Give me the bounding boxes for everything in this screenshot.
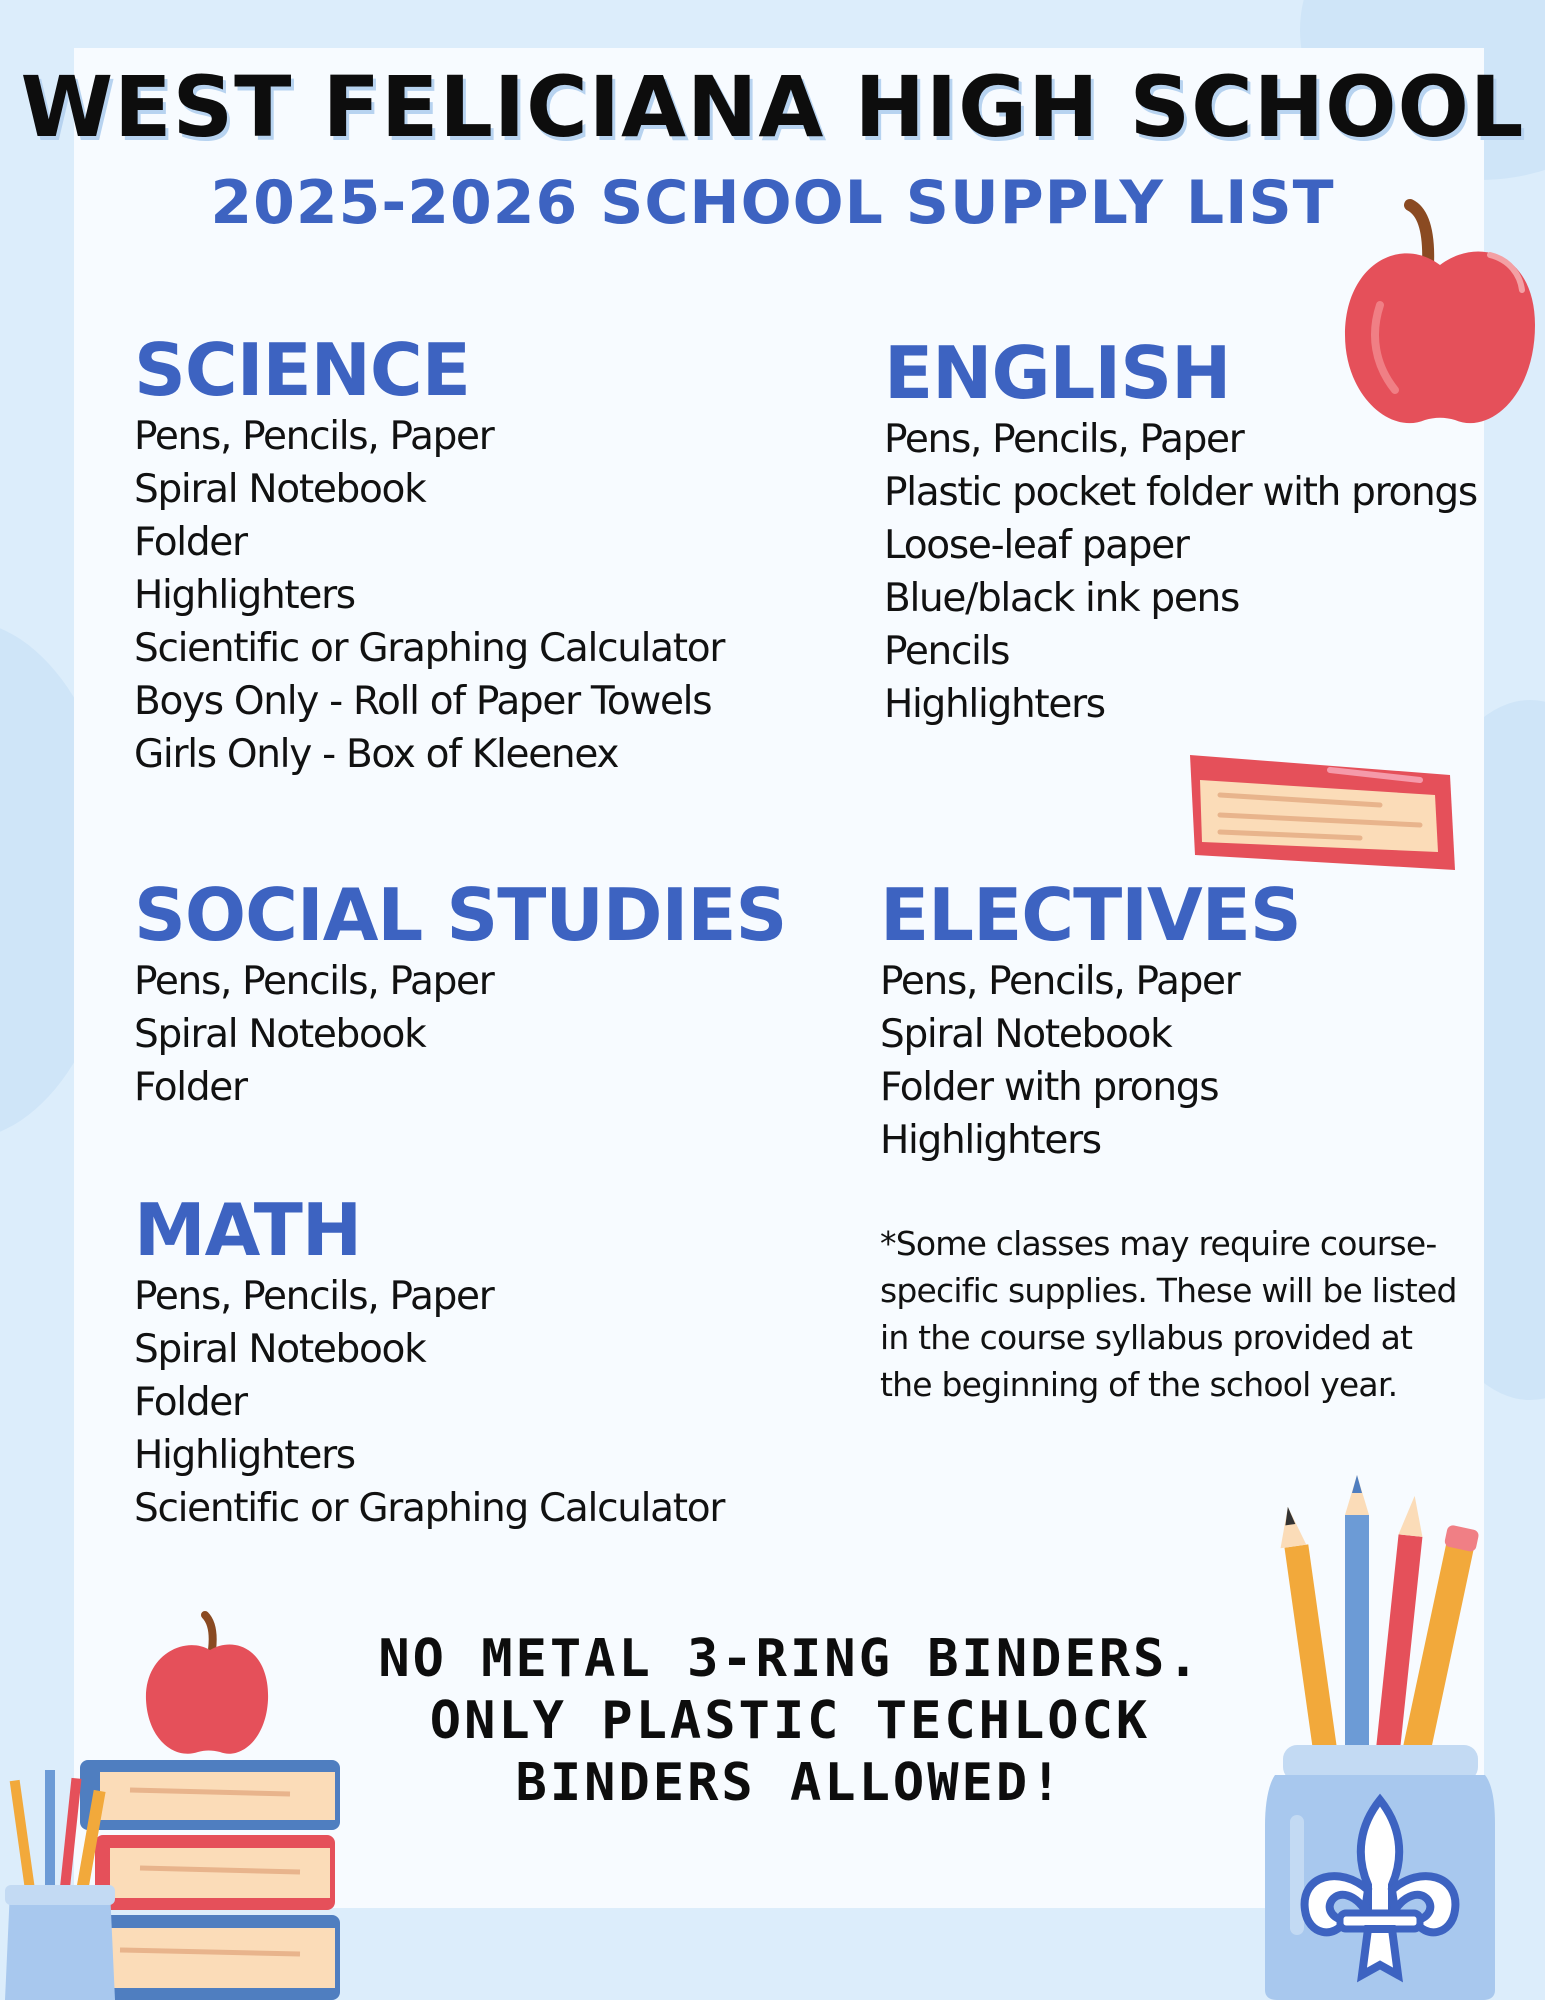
page-title: WEST FELICIANA HIGH SCHOOL: [20, 58, 1525, 156]
warning-line: ONLY PLASTIC TECHLOCK: [429, 1691, 1151, 1751]
supply-list: [134, 410, 724, 781]
list-item: Loose-leaf paper: [884, 523, 1189, 568]
book-icon: [1180, 750, 1460, 880]
pencil-cup-icon: [1265, 1475, 1495, 2000]
section-math: [134, 1190, 724, 1535]
binder-warning: [330, 1628, 1250, 1814]
warning-line: BINDERS ALLOWED!: [515, 1753, 1065, 1813]
list-item: Highlighters: [884, 682, 1105, 727]
list-item: Pens, Pencils, Paper: [134, 414, 494, 459]
section-heading: SCIENCE: [134, 328, 470, 412]
list-item: Boys Only - Roll of Paper Towels: [134, 679, 712, 724]
section-heading: MATH: [134, 1188, 362, 1272]
list-item: Folder: [134, 1380, 247, 1425]
section-heading: ENGLISH: [884, 331, 1231, 415]
section-heading: SOCIAL STUDIES: [134, 873, 787, 957]
list-item: Blue/black ink pens: [884, 576, 1239, 621]
list-item: Pens, Pencils, Paper: [884, 417, 1244, 462]
supply-list: [134, 1270, 724, 1535]
supply-list: [880, 955, 1301, 1167]
course-supplies-note: *Some classes may require course-specific supplies. These will be listed in the course syllabus provided at the beginning of the school year.: [880, 1224, 1457, 1404]
section-science: [134, 330, 724, 781]
list-item: Highlighters: [880, 1118, 1101, 1163]
list-item: Folder: [134, 1065, 247, 1110]
list-item: Folder: [134, 520, 247, 565]
list-item: Scientific or Graphing Calculator: [134, 1486, 725, 1531]
list-item: Spiral Notebook: [134, 467, 426, 512]
supply-list: [134, 955, 786, 1114]
list-item: Spiral Notebook: [880, 1012, 1172, 1057]
list-item: Spiral Notebook: [134, 1327, 426, 1372]
section-heading: ELECTIVES: [880, 873, 1301, 957]
pencil-cup-icon: [5, 1770, 115, 2000]
section-social-studies: [134, 875, 786, 1114]
warning-line: NO METAL 3-RING BINDERS.: [378, 1629, 1202, 1689]
list-item: Plastic pocket folder with prongs: [884, 470, 1477, 515]
list-item: Highlighters: [134, 1433, 355, 1478]
list-item: Pens, Pencils, Paper: [134, 959, 494, 1004]
section-electives: [880, 875, 1301, 1167]
list-item: Pens, Pencils, Paper: [880, 959, 1240, 1004]
page-subtitle: 2025-2026 SCHOOL SUPPLY LIST: [210, 168, 1335, 238]
list-item: Pens, Pencils, Paper: [134, 1274, 494, 1319]
supply-list: [884, 413, 1477, 731]
list-item: Spiral Notebook: [134, 1012, 426, 1057]
book-stack-icon: [0, 1610, 360, 2000]
list-item: Highlighters: [134, 573, 355, 618]
list-item: Pencils: [884, 629, 1010, 674]
apple-icon: [1340, 195, 1540, 435]
list-item: Folder with prongs: [880, 1065, 1219, 1110]
list-item: Girls Only - Box of Kleenex: [134, 732, 619, 777]
list-item: Scientific or Graphing Calculator: [134, 626, 725, 671]
